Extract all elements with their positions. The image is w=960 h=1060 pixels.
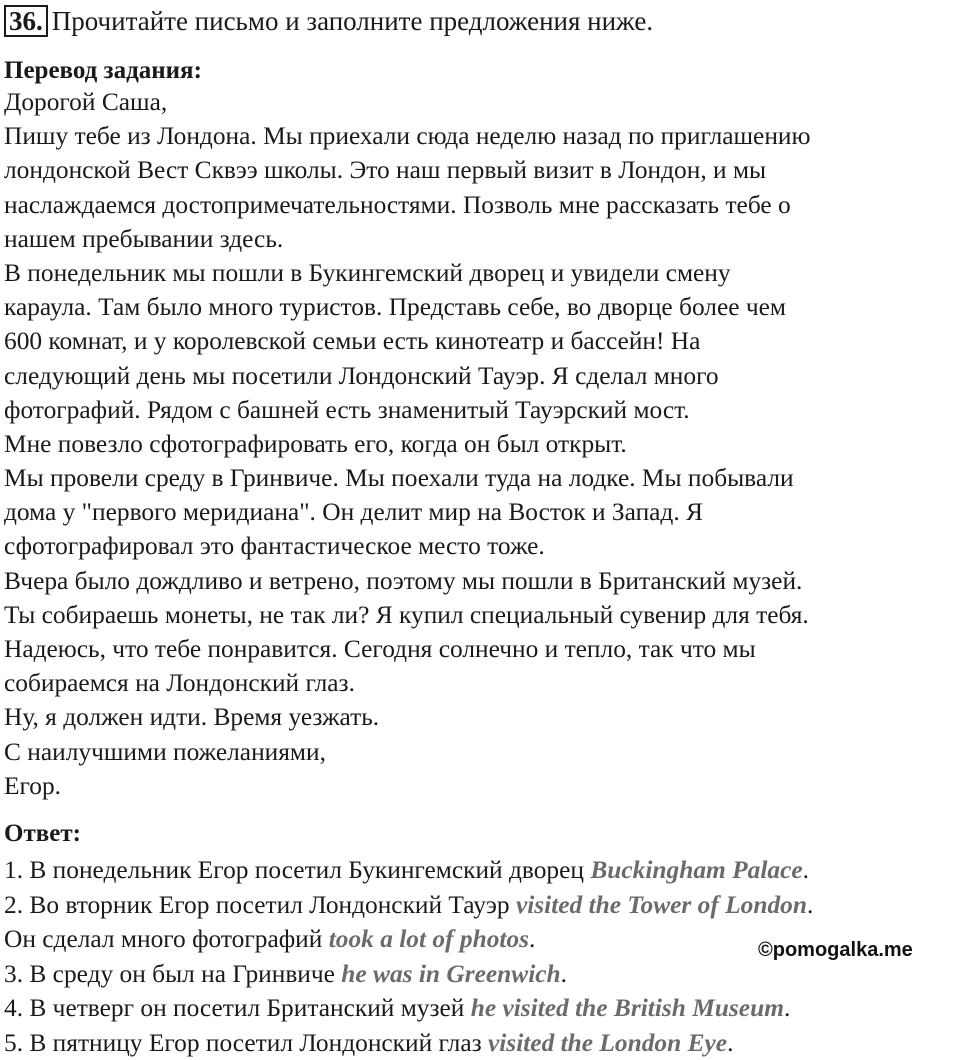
answer-item [4,853,813,888]
letter-line: С наилучшими пожеланиями, [4,737,326,766]
letter-line: сфотографировал это фантастическое место тоже. [4,532,545,561]
answer-list [4,853,813,1060]
letter-line: Мы провели среду в Гринвиче. Мы поехали туда на лодке. Мы побывали [4,464,794,493]
answer-item [4,922,813,957]
letter-line: Вчера было дождливо и ветрено, поэтому мы пошли в Британский музей. [4,566,803,595]
answer-value: visited the Tower of London [515,890,807,919]
answer-prefix: 4. В четверг он посетил Британский музей [4,994,471,1022]
letter-line: дома у "первого меридиана". Он делит мир на Восток и Запад. Я [4,498,703,527]
answer-suffix: . [529,925,536,953]
letter-line: караула. Там было много туристов. Представь себе, во дворце более чем [4,293,786,322]
letter-line: наслаждаемся достопримечательностями. Позволь мне рассказать тебе о [4,190,791,219]
letter-line: 600 комнат, и у королевской семьи есть кинотеатр и бассейн! На [4,327,701,356]
letter-line: фотографий. Рядом с башней есть знаменитый Тауэрский мост. [4,395,690,424]
answer-item [4,957,813,992]
letter-line: Надеюсь, что тебе понравится. Сегодня солнечно и тепло, так что мы [4,635,756,663]
answer-prefix: 2. Во вторник Егор посетил Лондонский Тауэр [4,890,516,919]
task-header [4,4,653,38]
letter-line: Егор. [4,771,62,800]
letter-line: Ну, я должен идти. Время уезжать. [4,703,380,732]
letter-line: Дорогой Саша, [4,88,168,116]
answer-prefix: 3. В среду он был на Гринвиче [4,959,342,988]
translation-heading: Перевод задания: [4,57,202,84]
answer-prefix: 5. В пятницу Егор посетил Лондонский глаз [4,1028,488,1057]
answer-value: Buckingham Palace [590,856,803,884]
site-watermark: ©pomogalka.me [758,939,913,961]
answer-item [4,1026,813,1060]
answer-item [4,888,813,923]
answer-suffix: . [560,959,568,988]
answer-suffix: . [807,890,814,919]
answer-prefix: 1. В понедельник Егор посетил Букингемский дворец [4,856,591,884]
answer-prefix: Он сделал много фотографий [4,925,329,953]
letter-line: Мне повезло сфотографировать его, когда он был открыт. [4,429,627,458]
answer-value: he visited the British Museum [470,994,784,1022]
answer-value: took a lot of photos [328,925,530,953]
letter-line: Пишу тебе из Лондона. Мы приехали сюда неделю назад по приглашению [4,122,811,151]
answer-suffix: . [783,994,791,1022]
answer-suffix: . [727,1028,734,1057]
answer-heading: Ответ: [4,820,81,847]
letter-line: собираемся на Лондонский глаз. [4,669,355,698]
answer-value: he was in Greenwich [341,959,561,988]
letter-line: В понедельник мы пошли в Букингемский дворец и увидели смену [4,258,731,287]
task-instruction: Прочитайте письмо и заполните предложения ниже. [51,6,654,36]
answer-item [4,991,813,1026]
letter-line: лондонской Вест Сквээ школы. Это наш первый визит в Лондон, и мы [4,156,767,185]
letter-line: Ты собираешь монеты, не так ли? Я купил специальный сувенир для тебя. [4,600,809,629]
letter-line: нашем пребывании здесь. [4,224,284,253]
answer-value: visited the London Eye [487,1028,728,1057]
task-number: 36. [4,5,48,37]
letter-translation [4,85,810,803]
letter-line: следующий день мы посетили Лондонский Тауэр. Я сделал много [4,361,719,390]
answer-suffix: . [802,856,809,884]
